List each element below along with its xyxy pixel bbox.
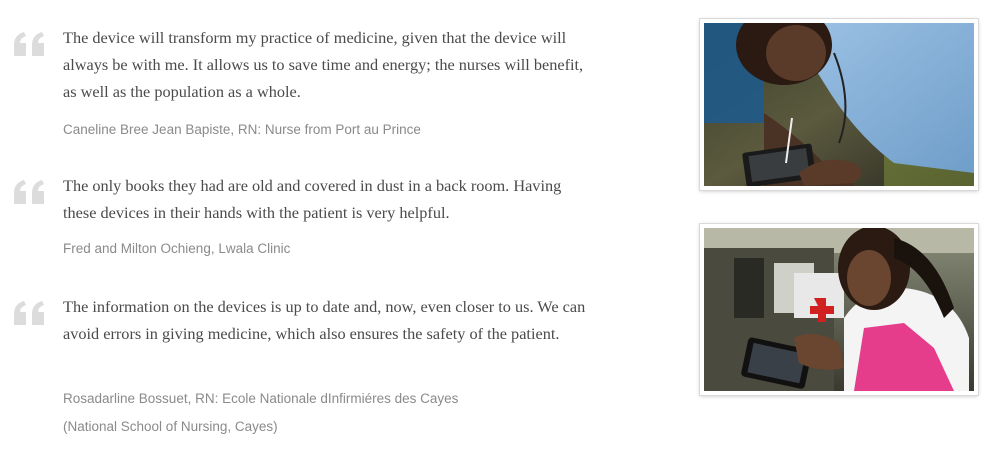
testimonial-text: The only books they had are old and covered in dust in a back room. Having these devices in their hands with the patient is very helpful. — [63, 176, 562, 222]
quote-mark-icon — [12, 176, 48, 206]
attribution-line: Caneline Bree Jean Bapiste, RN: Nurse from Port au Prince — [63, 122, 421, 137]
nurse-using-tablet-photo — [700, 224, 978, 395]
attribution-line: Fred and Milton Ochieng, Lwala Clinic — [63, 241, 291, 256]
quote-mark-icon — [12, 297, 48, 327]
testimonial-text: The information on the devices is up to date and, now, even closer to us. We can avoid errors in giving medicine, which also ensures the safety of the patient. — [63, 297, 586, 343]
attribution-line: (National School of Nursing, Cayes) — [63, 419, 278, 434]
testimonial-text: The device will transform my practice of medicine, given that the device will always be with me. It allows us to save time and energy; the nurses will benefit, as well as the population as a whole. — [63, 28, 584, 101]
testimonial-attribution — [63, 116, 623, 144]
quote-mark-icon — [12, 28, 48, 58]
nurse-using-stylus-photo — [700, 19, 978, 190]
testimonial-attribution — [63, 385, 623, 441]
attribution-line: Rosadarline Bossuet, RN: Ecole Nationale dInfirmiéres des Cayes — [63, 391, 459, 406]
testimonial-attribution — [63, 235, 623, 263]
